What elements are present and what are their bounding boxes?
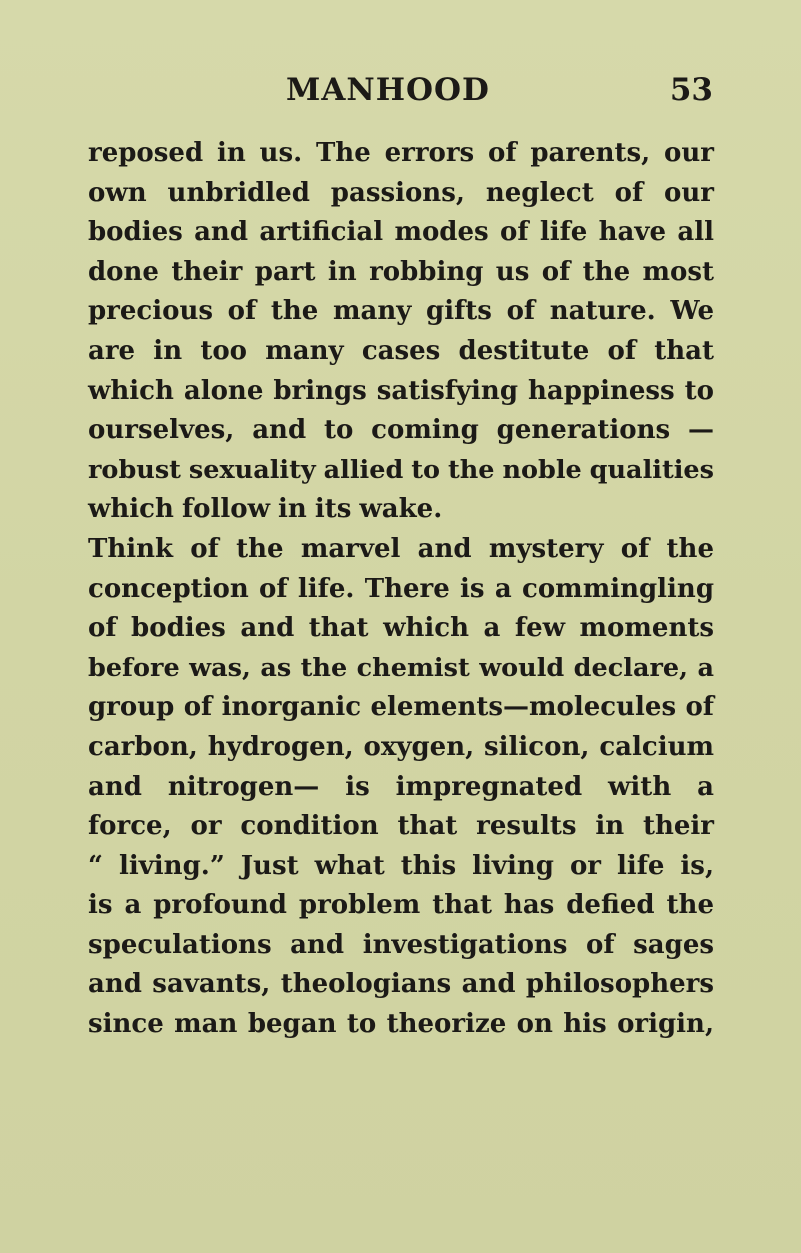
text-line: reposed in us. The errors of parents, our (88, 138, 714, 168)
page-number: 53 (669, 72, 713, 108)
text-line: which alone brings satisfying happiness to (88, 375, 714, 406)
text-line: speculations and investigations of sages (88, 929, 714, 960)
text-line: ourselves, and to coming generations — (88, 415, 714, 446)
text-line: robust sexuality allied to the noble qualities (88, 454, 714, 485)
text-line: Think of the marvel and mystery of the (88, 533, 714, 564)
text-line: bodies and artificial modes of life have all (88, 217, 714, 248)
text-line: carbon, hydrogen, oxygen, silicon, calcium (88, 731, 714, 762)
text-line: conception of life. There is a commingling (88, 573, 714, 604)
text-line: are in too many cases destitute of that (88, 335, 714, 366)
text-line: and nitrogen— is impregnated with a (88, 771, 714, 802)
text-line: group of inorganic elements—molecules of (88, 692, 714, 723)
text-line: “ living.” Just what this living or life is, (88, 850, 714, 881)
body-text (88, 134, 714, 1045)
text-line: since man began to theorize on his origin, (88, 1009, 714, 1040)
text-line: precious of the many gifts of nature. We (88, 296, 714, 327)
text-line: of bodies and that which a few moments (88, 613, 714, 644)
page-header (0, 72, 801, 116)
text-line: and savants, theologians and philosophers (88, 969, 714, 1000)
text-line: before was, as the chemist would declare, a (88, 652, 714, 683)
text-line: which follow in its wake. (88, 494, 443, 525)
text-line: is a profound problem that has defied the (88, 890, 714, 921)
text-line: own unbridled passions, neglect of our (88, 177, 714, 208)
text-line: force, or condition that results in their (88, 811, 714, 842)
running-title: MANHOOD (286, 72, 490, 108)
text-line: done their part in robbing us of the most (88, 256, 714, 287)
